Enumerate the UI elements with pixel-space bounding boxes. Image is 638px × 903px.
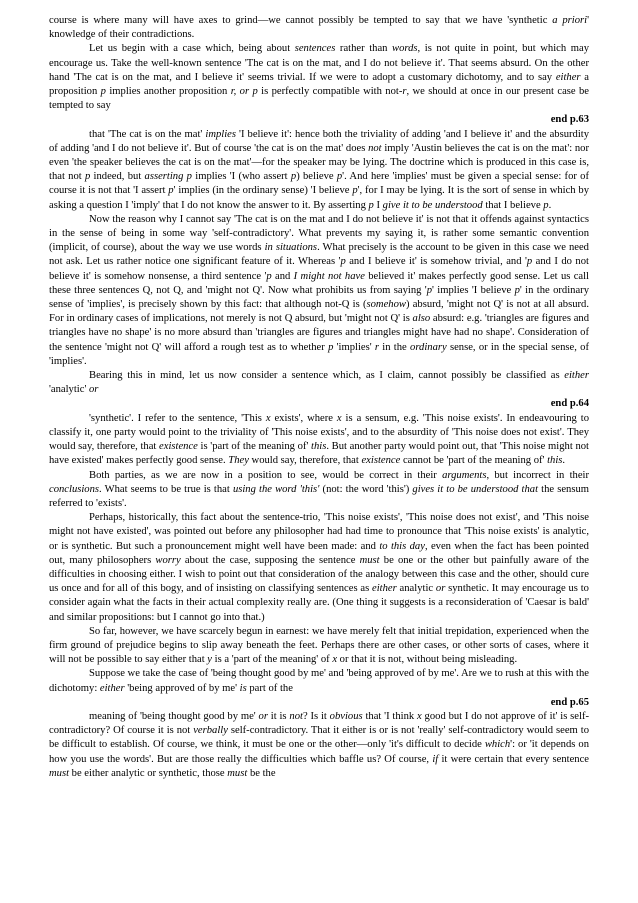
page-end-marker: end p.64 — [550, 398, 589, 410]
page-end-marker: end p.63 — [550, 114, 589, 126]
paragraph: So far, however, we have scarcely begun in earnest: we have merely felt that initial trepidation, experienced when the firm ground of prejudice begins to slip away beneath the feet. Perhaps there are other cases, or other sorts of cases, where it will not be possible to say either that y is a 'part of the meaning' of x or that it is not, without being misleading. — [49, 625, 589, 666]
paragraph: meaning of 'being thought good by me' or it is not? Is it obvious that 'I think x good but I do not approve of it' is self-contradictory? Of course it is not verbally self-contradictory. That it either is or is not 'really' self-contradictory would seem to be difficult to establish. Of course, we think, it must be one or the other—only 'it's difficult to decide which': or 'it depends on how you use the words'. But are those really the difficulties which baffle us? Of course, if it were certain that every sentence must be either analytic or synthetic, those must be the — [49, 710, 590, 779]
paragraph: Let us begin with a case which, being about sentences rather than words, is not quite in point, but which may encourage us. Take the well-known sentence 'The cat is on the mat, and I do not believe it'. That seems absurd. On the other hand 'The cat is on the mat, and I believe it' seems trivial. If we were to adopt a customary dichotomy, and to say either a proposition p implies another proposition r, or p is perfectly compatible with not-r, we should at once in our present case be tempted to say — [49, 43, 589, 112]
paragraph: Bearing this in mind, let us now consider a sentence which, as I claim, cannot possibly be classified as either 'analytic' or — [49, 370, 589, 396]
paragraph: Now the reason why I cannot say 'The cat is on the mat and I do not believe it' is not that it offends against syntactics in the sense of being in some way 'self-contradictory'. What prevents my saying it, is rather some semantic convention (implicit, of course), about the way we use words in situations. What precisely is the account to be given in this case we need not ask. Let us rather notice one significant feature of it. Whereas 'p and I believe it' is somehow trivial, and 'p and I do not believe it' is somehow nonsense, a third sentence 'p and I might not have believed it' makes perfectly good sense. Let us call these three sentences Q, not Q, and 'might not Q'. Now what prohibits us from saying 'p' implies 'I believe p' in the ordinary sense of 'implies', is precisely shown by this fact: that although not-Q is (somehow) absurd, 'might not Q' is not at all absurd. For in ordinary cases of implications, not merely is not Q absurd, but 'might not Q' is also absurd: e.g. 'triangles are figures and triangles have no shape' is no more absurd than 'triangles are figures and triangles might have had no shape'. Consideration of the sentence 'might not Q' will afford a rough test as to whether p 'implies' r in the ordinary sense, or in the special sense, of 'implies'. — [49, 213, 589, 367]
paragraph: Both parties, as we are now in a position to see, would be correct in their arguments, but incorrect in their conclusions. What seems to be true is that using the word 'this' (not: the word 'this') gives it to be understood that the sensum referred to 'exists'. — [49, 469, 589, 509]
paragraph: Suppose we take the case of 'being thought good by me' and 'being approved of by me'. Are we to rush at this with the dichotomy: either 'being approved of by me' is part of the — [49, 668, 589, 694]
paragraph: course is where many will have axes to grind—we cannot possibly be tempted to say that we have 'synthetic a priori' knowledge of their contradictions. — [49, 15, 590, 41]
paragraph: Perhaps, historically, this fact about the sentence-trio, 'This noise exists', 'This noise does not exist', and 'This noise might not have existed', was pointed out before any philosopher had had time to pronounce that 'This noise exists' is analytic, or is synthetic. But such a pronouncement might well have been made: and to this day, even when the fact has been pointed out, many philosophers worry about the case, supposing the sentence must be one or the other but painfully aware of the difficulties in choosing either. I wish to point out that consideration of the analogy between this case and the other, should cure us once and for all of this bogy, and of insisting on classifying sentences as either analytic or synthetic. It may encourage us to consider again what the facts in their actual complexity really are. (One thing it suggests is a reconsideration of 'Caesar is bald' and similar propositions: but I cannot go into that.) — [49, 512, 589, 623]
page-end-marker: end p.65 — [550, 696, 589, 708]
paragraph: that 'The cat is on the mat' implies 'I believe it': hence both the triviality of adding 'and I believe it' and the absurdity of adding 'and I do not believe it'. But of course 'the cat is on the mat' does not imply 'Austin believes the cat is on the mat': nor even 'the speaker believes the cat is on the mat'—for the speaker may be lying. The doctrine which is produced in this case is, that not p indeed, but asserting p implies 'I (who assert p) believe p'. And here 'implies' must be given a special sense: for of course it is not that 'I assert p' implies (in the ordinary sense) 'I believe p', for I may be lying. It is the sort of sense in which by asking a question I 'imply' that I do not know the answer to it. By asserting p I give it to be understood that I believe p. — [49, 128, 590, 211]
paragraph: 'synthetic'. I refer to the sentence, 'This x exists', where x is a sensum, e.g. 'This noise exists'. In endeavouring to classify it, one party would point to the triviality of 'This noise exists', and to the absurdity of 'This noise does not exist'. They would say, therefore, that existence is 'part of the meaning of' this. But another party would point out, that 'This noise might not have existed' makes perfectly good sense. They would say, therefore, that existence cannot be 'part of the meaning of' this. — [49, 412, 589, 467]
